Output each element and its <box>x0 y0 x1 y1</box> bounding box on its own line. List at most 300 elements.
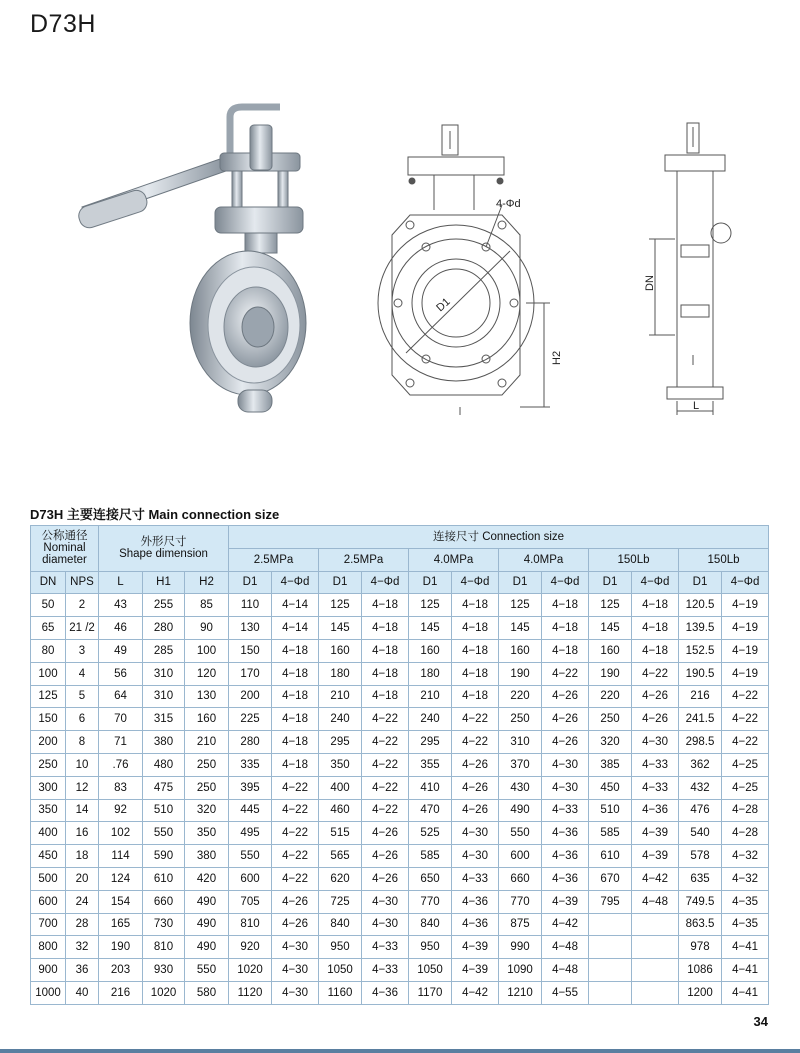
table-cell: 500 <box>31 867 66 890</box>
table-cell: 295 <box>319 731 362 754</box>
column-header: DN <box>31 571 66 594</box>
table-cell: 432 <box>679 776 722 799</box>
table-cell: 580 <box>185 981 229 1004</box>
table-cell: 250 <box>31 753 66 776</box>
table-cell: 145 <box>499 617 542 640</box>
table-cell: 50 <box>31 594 66 617</box>
table-cell: 610 <box>589 845 632 868</box>
table-cell: 4−35 <box>722 913 769 936</box>
table-cell: 770 <box>499 890 542 913</box>
table-cell: 490 <box>185 890 229 913</box>
table-cell: 210 <box>319 685 362 708</box>
table-cell: 125 <box>31 685 66 708</box>
column-header: 4−Φd <box>722 571 769 594</box>
table-cell: 190 <box>499 662 542 685</box>
table-cell: 85 <box>185 594 229 617</box>
column-header: L <box>99 571 143 594</box>
table-cell: 4−14 <box>272 617 319 640</box>
table-cell: 216 <box>99 981 143 1004</box>
table-cell: 145 <box>409 617 452 640</box>
table-cell: 4−30 <box>542 776 589 799</box>
table-cell: 490 <box>499 799 542 822</box>
table-cell: 4−26 <box>272 913 319 936</box>
table-cell: 64 <box>99 685 143 708</box>
table-cell: 600 <box>31 890 66 913</box>
column-header: D1 <box>679 571 722 594</box>
table-row <box>31 662 769 685</box>
table-cell: 4−18 <box>452 685 499 708</box>
table-cell: 490 <box>185 936 229 959</box>
pressure-header: 2.5MPa <box>319 548 409 571</box>
table-cell: 210 <box>185 731 229 754</box>
table-cell: 1170 <box>409 981 452 1004</box>
table-cell: 4−33 <box>362 959 409 982</box>
table-cell: 525 <box>409 822 452 845</box>
table-cell: 540 <box>679 822 722 845</box>
table-cell: 4−22 <box>722 708 769 731</box>
table-cell: 730 <box>143 913 185 936</box>
table-cell <box>632 936 679 959</box>
table-cell: 620 <box>319 867 362 890</box>
table-cell: 114 <box>99 845 143 868</box>
table-cell: 490 <box>185 913 229 936</box>
table-cell: 150 <box>31 708 66 731</box>
table-cell: 36 <box>66 959 99 982</box>
dn-label: DN <box>644 275 656 291</box>
table-cell: 4−33 <box>452 867 499 890</box>
table-cell: 4−39 <box>452 959 499 982</box>
table-cell: 4−18 <box>272 662 319 685</box>
table-cell: 139.5 <box>679 617 722 640</box>
table-cell: 100 <box>31 662 66 685</box>
table-cell: 650 <box>409 867 452 890</box>
table-cell: 160 <box>185 708 229 731</box>
table-cell: 4−28 <box>722 799 769 822</box>
bottom-rule <box>0 1049 800 1053</box>
table-cell: 170 <box>229 662 272 685</box>
table-cell: 220 <box>499 685 542 708</box>
table-cell: 795 <box>589 890 632 913</box>
table-cell: 130 <box>185 685 229 708</box>
table-cell: 4−18 <box>362 594 409 617</box>
shape-dimension-header: 外形尺寸 Shape dimension <box>99 526 229 572</box>
table-cell: 4−39 <box>632 845 679 868</box>
table-cell: 355 <box>409 753 452 776</box>
table-cell: 210 <box>409 685 452 708</box>
table-cell: 180 <box>319 662 362 685</box>
table-cell: 4−28 <box>722 822 769 845</box>
table-cell: 475 <box>143 776 185 799</box>
table-cell: 4−42 <box>542 913 589 936</box>
table-cell: 875 <box>499 913 542 936</box>
table-cell: 125 <box>409 594 452 617</box>
table-cell: 200 <box>229 685 272 708</box>
table-cell: 362 <box>679 753 722 776</box>
table-cell: 600 <box>499 845 542 868</box>
table-cell: 565 <box>319 845 362 868</box>
table-cell: 590 <box>143 845 185 868</box>
table-cell: 4−30 <box>452 822 499 845</box>
table-cell: 4−19 <box>722 662 769 685</box>
table-cell: 40 <box>66 981 99 1004</box>
table-cell: 240 <box>409 708 452 731</box>
table-cell: 335 <box>229 753 272 776</box>
table-cell <box>589 981 632 1004</box>
connection-size-header: 连接尺寸 Connection size <box>229 526 769 549</box>
table-cell: 46 <box>99 617 143 640</box>
table-cell: 285 <box>143 639 185 662</box>
table-cell: 725 <box>319 890 362 913</box>
table-cell: 749.5 <box>679 890 722 913</box>
table-cell: 770 <box>409 890 452 913</box>
table-cell: 4−48 <box>632 890 679 913</box>
table-cell: 145 <box>319 617 362 640</box>
table-cell: 840 <box>409 913 452 936</box>
table-cell: 310 <box>143 662 185 685</box>
table-cell: 71 <box>99 731 143 754</box>
column-header: D1 <box>319 571 362 594</box>
table-cell: 470 <box>409 799 452 822</box>
page-number: 34 <box>753 1014 768 1029</box>
table-cell: 4−26 <box>452 753 499 776</box>
table-cell: 660 <box>143 890 185 913</box>
table-cell: 920 <box>229 936 272 959</box>
table-cell: 4−36 <box>452 913 499 936</box>
table-cell: 400 <box>31 822 66 845</box>
table-cell: 950 <box>319 936 362 959</box>
table-cell: 4−26 <box>632 685 679 708</box>
table-cell: 200 <box>31 731 66 754</box>
table-cell: 154 <box>99 890 143 913</box>
table-cell: 12 <box>66 776 99 799</box>
table-cell: 585 <box>409 845 452 868</box>
table-cell: 4−36 <box>542 867 589 890</box>
table-cell: 130 <box>229 617 272 640</box>
table-cell: 4−22 <box>542 662 589 685</box>
table-cell: 28 <box>66 913 99 936</box>
table-cell: 4−36 <box>452 890 499 913</box>
table-cell: 4−36 <box>542 845 589 868</box>
table-cell: 4−18 <box>362 685 409 708</box>
table-cell: 380 <box>143 731 185 754</box>
table-cell: 1090 <box>499 959 542 982</box>
table-cell <box>589 913 632 936</box>
table-cell: 4−26 <box>362 867 409 890</box>
table-cell: 4−42 <box>632 867 679 890</box>
table-cell: 600 <box>229 867 272 890</box>
table-cell: 4−18 <box>272 639 319 662</box>
column-header: H2 <box>185 571 229 594</box>
table-cell: 410 <box>409 776 452 799</box>
table-cell: 385 <box>589 753 632 776</box>
table-cell: 120.5 <box>679 594 722 617</box>
table-cell: 1160 <box>319 981 362 1004</box>
table-cell <box>632 913 679 936</box>
table-cell: 930 <box>143 959 185 982</box>
table-cell: 550 <box>499 822 542 845</box>
table-cell: 2 <box>66 594 99 617</box>
table-row <box>31 708 769 731</box>
table-cell: 1210 <box>499 981 542 1004</box>
valve-product-image <box>70 95 330 425</box>
table-cell: 4−18 <box>272 753 319 776</box>
table-cell: 4−26 <box>632 708 679 731</box>
table-cell: 4−22 <box>452 708 499 731</box>
table-cell: 4−30 <box>632 731 679 754</box>
table-cell: 4 <box>66 662 99 685</box>
table-cell: 430 <box>499 776 542 799</box>
table-row <box>31 867 769 890</box>
table-cell: 4−41 <box>722 981 769 1004</box>
table-cell: 180 <box>409 662 452 685</box>
table-cell: 4−33 <box>542 799 589 822</box>
table-row <box>31 776 769 799</box>
column-header: H1 <box>143 571 185 594</box>
table-cell: 70 <box>99 708 143 731</box>
column-header: 4−Φd <box>542 571 589 594</box>
table-cell: 578 <box>679 845 722 868</box>
table-cell: 4−30 <box>542 753 589 776</box>
table-cell: 298.5 <box>679 731 722 754</box>
table-cell: 16 <box>66 822 99 845</box>
column-header: NPS <box>66 571 99 594</box>
table-cell: 4−26 <box>452 799 499 822</box>
table-cell: 350 <box>31 799 66 822</box>
table-cell: 4−18 <box>452 594 499 617</box>
table-cell: 4−19 <box>722 594 769 617</box>
table-cell: 460 <box>319 799 362 822</box>
table-cell: 150 <box>229 639 272 662</box>
l-label: L <box>693 400 700 412</box>
table-cell: 4−18 <box>542 617 589 640</box>
table-cell: 350 <box>185 822 229 845</box>
table-cell: 4−30 <box>272 936 319 959</box>
table-cell: 4−36 <box>632 799 679 822</box>
table-cell: 370 <box>499 753 542 776</box>
table-cell: 80 <box>31 639 66 662</box>
table-cell: 978 <box>679 936 722 959</box>
table-cell: 863.5 <box>679 913 722 936</box>
table-cell: 125 <box>499 594 542 617</box>
table-cell: 124 <box>99 867 143 890</box>
pressure-header: 4.0MPa <box>409 548 499 571</box>
table-cell: 295 <box>409 731 452 754</box>
table-cell: 241.5 <box>679 708 722 731</box>
table-cell: 4−30 <box>452 845 499 868</box>
table-cell: 5 <box>66 685 99 708</box>
table-cell: 4−48 <box>542 959 589 982</box>
column-header: D1 <box>409 571 452 594</box>
front-view-drawing <box>370 115 570 420</box>
table-cell: 4−33 <box>632 753 679 776</box>
table-cell: 190 <box>99 936 143 959</box>
table-cell: 480 <box>143 753 185 776</box>
d1-label: D1 <box>434 295 453 315</box>
table-cell: 4−18 <box>542 639 589 662</box>
table-cell: 4−18 <box>632 639 679 662</box>
table-row <box>31 845 769 868</box>
holes-label: 4-Φd <box>496 198 521 210</box>
table-cell: 510 <box>143 799 185 822</box>
table-cell: 705 <box>229 890 272 913</box>
table-cell: 4−18 <box>362 662 409 685</box>
table-row <box>31 913 769 936</box>
table-cell: 4−32 <box>722 845 769 868</box>
table-cell: 4−26 <box>542 685 589 708</box>
table-cell: 660 <box>499 867 542 890</box>
table-cell <box>632 959 679 982</box>
table-cell: 610 <box>143 867 185 890</box>
table-cell: 495 <box>229 822 272 845</box>
table-row <box>31 685 769 708</box>
table-cell: 1020 <box>229 959 272 982</box>
table-cell: 450 <box>31 845 66 868</box>
table-row <box>31 981 769 1004</box>
table-cell: 250 <box>499 708 542 731</box>
table-cell: 18 <box>66 845 99 868</box>
table-cell: .76 <box>99 753 143 776</box>
table-cell: 220 <box>589 685 632 708</box>
table-cell: 24 <box>66 890 99 913</box>
table-cell: 900 <box>31 959 66 982</box>
table-cell: 255 <box>143 594 185 617</box>
table-cell: 4−22 <box>272 822 319 845</box>
table-cell: 4−30 <box>362 913 409 936</box>
table-cell: 280 <box>143 617 185 640</box>
table-cell: 4−26 <box>272 890 319 913</box>
table-cell: 4−18 <box>362 639 409 662</box>
table-cell: 550 <box>143 822 185 845</box>
table-cell: 4−18 <box>452 639 499 662</box>
table-cell: 49 <box>99 639 143 662</box>
table-cell: 4−36 <box>542 822 589 845</box>
table-cell: 4−22 <box>362 799 409 822</box>
table-cell: 216 <box>679 685 722 708</box>
table-cell: 810 <box>143 936 185 959</box>
table-cell: 240 <box>319 708 362 731</box>
table-cell: 4−22 <box>362 776 409 799</box>
table-cell: 125 <box>319 594 362 617</box>
table-cell: 90 <box>185 617 229 640</box>
table-cell: 4−48 <box>542 936 589 959</box>
page-title: D73H <box>30 10 96 38</box>
table-cell: 4−19 <box>722 617 769 640</box>
table-cell: 4−25 <box>722 753 769 776</box>
table-cell: 1050 <box>409 959 452 982</box>
table-cell: 350 <box>319 753 362 776</box>
table-cell: 990 <box>499 936 542 959</box>
table-cell: 585 <box>589 822 632 845</box>
table-cell: 160 <box>409 639 452 662</box>
table-cell: 120 <box>185 662 229 685</box>
table-cell: 420 <box>185 867 229 890</box>
h2-label: H2 <box>551 350 563 365</box>
table-cell: 190.5 <box>679 662 722 685</box>
table-cell: 100 <box>185 639 229 662</box>
table-cell: 800 <box>31 936 66 959</box>
table-cell: 450 <box>589 776 632 799</box>
table-row <box>31 959 769 982</box>
table-cell: 190 <box>589 662 632 685</box>
column-header: 4−Φd <box>362 571 409 594</box>
table-cell: 14 <box>66 799 99 822</box>
table-cell: 4−30 <box>362 890 409 913</box>
table-cell: 4−18 <box>452 662 499 685</box>
table-cell: 92 <box>99 799 143 822</box>
table-cell: 670 <box>589 867 632 890</box>
table-row <box>31 822 769 845</box>
table-cell: 4−39 <box>632 822 679 845</box>
table-cell: 203 <box>99 959 143 982</box>
table-cell: 840 <box>319 913 362 936</box>
table-row <box>31 753 769 776</box>
table-cell: 4−22 <box>272 867 319 890</box>
table-row <box>31 890 769 913</box>
table-cell: 3 <box>66 639 99 662</box>
table-cell: 6 <box>66 708 99 731</box>
table-cell: 4−42 <box>452 981 499 1004</box>
table-cell: 4−22 <box>272 776 319 799</box>
table-cell: 250 <box>185 753 229 776</box>
table-cell: 4−26 <box>542 731 589 754</box>
table-cell: 4−55 <box>542 981 589 1004</box>
table-cell: 250 <box>589 708 632 731</box>
table-cell: 4−26 <box>452 776 499 799</box>
table-cell: 160 <box>319 639 362 662</box>
pressure-header: 150Lb <box>589 548 679 571</box>
table-cell: 550 <box>185 959 229 982</box>
table-cell: 950 <box>409 936 452 959</box>
table-cell: 83 <box>99 776 143 799</box>
section-title: D73H 主要连接尺寸 Main connection size <box>30 507 280 522</box>
table-cell: 4−30 <box>272 959 319 982</box>
table-cell: 4−18 <box>272 731 319 754</box>
table-cell: 320 <box>185 799 229 822</box>
table-cell: 4−18 <box>362 617 409 640</box>
table-cell: 4−41 <box>722 936 769 959</box>
table-cell: 4−18 <box>272 685 319 708</box>
connection-size-table <box>30 525 769 1005</box>
table-cell: 4−19 <box>722 639 769 662</box>
table-cell: 21 /2 <box>66 617 99 640</box>
table-cell: 700 <box>31 913 66 936</box>
table-cell: 4−26 <box>542 708 589 731</box>
pressure-header: 150Lb <box>679 548 769 571</box>
table-cell: 4−35 <box>722 890 769 913</box>
table-cell: 515 <box>319 822 362 845</box>
pressure-header: 4.0MPa <box>499 548 589 571</box>
table-cell: 65 <box>31 617 66 640</box>
column-header: D1 <box>229 571 272 594</box>
table-row <box>31 639 769 662</box>
table-row <box>31 731 769 754</box>
column-header: D1 <box>589 571 632 594</box>
table-cell: 4−30 <box>272 981 319 1004</box>
table-cell: 380 <box>185 845 229 868</box>
table-cell: 160 <box>589 639 632 662</box>
table-cell: 635 <box>679 867 722 890</box>
table-cell: 550 <box>229 845 272 868</box>
pressure-header: 2.5MPa <box>229 548 319 571</box>
table-cell: 400 <box>319 776 362 799</box>
table-cell: 315 <box>143 708 185 731</box>
table-cell: 4−18 <box>542 594 589 617</box>
table-cell: 4−14 <box>272 594 319 617</box>
table-cell: 4−22 <box>272 799 319 822</box>
table-cell: 1200 <box>679 981 722 1004</box>
table-cell: 4−22 <box>632 662 679 685</box>
table-cell <box>589 959 632 982</box>
